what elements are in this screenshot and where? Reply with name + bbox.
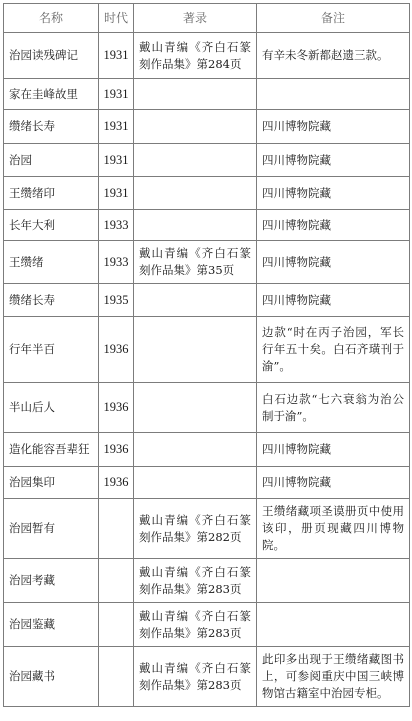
header-notes: 备注 <box>257 4 410 33</box>
table-row <box>4 284 410 317</box>
cell-source <box>134 210 257 241</box>
cell-notes <box>257 559 410 603</box>
cell-source <box>134 317 257 383</box>
cell-era: 1936 <box>99 433 134 467</box>
table-row <box>4 383 410 433</box>
cell-era: 1933 <box>99 241 134 284</box>
cell-era: 1931 <box>99 177 134 210</box>
cell-source <box>134 467 257 499</box>
table-row <box>4 317 410 383</box>
cell-name: 治园藏书 <box>4 647 99 707</box>
cell-name: 缵绪长寿 <box>4 110 99 144</box>
cell-era <box>99 647 134 707</box>
cell-notes: 白石边款“七六衰翁为治公制于渝”。 <box>257 383 410 433</box>
table-row <box>4 647 410 707</box>
table-row <box>4 241 410 284</box>
cell-name: 半山后人 <box>4 383 99 433</box>
cell-notes: 四川博物院藏 <box>257 467 410 499</box>
table-row <box>4 144 410 177</box>
cell-notes: 四川博物院藏 <box>257 144 410 177</box>
cell-source: 戴山青编《齐白石篆刻作品集》第283页 <box>134 603 257 647</box>
cell-era: 1936 <box>99 467 134 499</box>
cell-notes: 王缵绪藏项圣谟册页中使用该印，册页现藏四川博物院。 <box>257 499 410 559</box>
cell-notes: 此印多出现于王缵绪藏图书上，可参阅重庆中国三峡博物馆古籍室中治园专柜。 <box>257 647 410 707</box>
cell-era: 1931 <box>99 110 134 144</box>
cell-era <box>99 603 134 647</box>
cell-source: 戴山青编《齐白石篆刻作品集》第283页 <box>134 647 257 707</box>
cell-source: 戴山青编《齐白石篆刻作品集》第35页 <box>134 241 257 284</box>
cell-era <box>99 559 134 603</box>
cell-name: 长年大利 <box>4 210 99 241</box>
cell-name: 治园读残碑记 <box>4 33 99 79</box>
cell-name: 家在圭峰故里 <box>4 79 99 110</box>
cell-source <box>134 383 257 433</box>
cell-name: 治园集印 <box>4 467 99 499</box>
cell-notes: 四川博物院藏 <box>257 110 410 144</box>
cell-source <box>134 177 257 210</box>
cell-era: 1931 <box>99 33 134 79</box>
cell-notes: 四川博物院藏 <box>257 210 410 241</box>
cell-era: 1936 <box>99 383 134 433</box>
cell-name: 王缵绪 <box>4 241 99 284</box>
cell-source <box>134 284 257 317</box>
cell-era: 1931 <box>99 79 134 110</box>
table-row <box>4 177 410 210</box>
table-row <box>4 559 410 603</box>
table-row <box>4 210 410 241</box>
cell-notes: 四川博物院藏 <box>257 433 410 467</box>
table-row <box>4 499 410 559</box>
cell-name: 治园暂有 <box>4 499 99 559</box>
table-row <box>4 433 410 467</box>
cell-name: 缵绪长寿 <box>4 284 99 317</box>
cell-source <box>134 433 257 467</box>
cell-notes: 四川博物院藏 <box>257 177 410 210</box>
cell-notes <box>257 79 410 110</box>
table-row <box>4 467 410 499</box>
cell-notes: 有辛未冬新都赵遗三款。 <box>257 33 410 79</box>
cell-name: 王缵绪印 <box>4 177 99 210</box>
cell-era: 1933 <box>99 210 134 241</box>
table-row <box>4 110 410 144</box>
cell-notes: 边款“时在丙子治园，军长行年五十矣。白石齐璜刊于渝”。 <box>257 317 410 383</box>
cell-source <box>134 144 257 177</box>
cell-source: 戴山青编《齐白石篆刻作品集》第283页 <box>134 559 257 603</box>
cell-notes: 四川博物院藏 <box>257 284 410 317</box>
cell-name: 造化能容吾辈狂 <box>4 433 99 467</box>
cell-name: 行年半百 <box>4 317 99 383</box>
header-source: 著录 <box>134 4 257 33</box>
cell-source: 戴山青编《齐白石篆刻作品集》第284页 <box>134 33 257 79</box>
header-era: 时代 <box>99 4 134 33</box>
cell-source: 戴山青编《齐白石篆刻作品集》第282页 <box>134 499 257 559</box>
cell-era: 1935 <box>99 284 134 317</box>
cell-era <box>99 499 134 559</box>
header-name: 名称 <box>4 4 99 33</box>
cell-source <box>134 79 257 110</box>
cell-era: 1936 <box>99 317 134 383</box>
table-row <box>4 33 410 79</box>
table-row <box>4 79 410 110</box>
cell-source <box>134 110 257 144</box>
table-header-row <box>4 4 410 33</box>
cell-name: 治园考藏 <box>4 559 99 603</box>
cell-name: 治园鉴藏 <box>4 603 99 647</box>
cell-notes <box>257 603 410 647</box>
cell-era: 1931 <box>99 144 134 177</box>
seal-table <box>3 3 410 707</box>
table-row <box>4 603 410 647</box>
cell-name: 治园 <box>4 144 99 177</box>
cell-notes: 四川博物院藏 <box>257 241 410 284</box>
